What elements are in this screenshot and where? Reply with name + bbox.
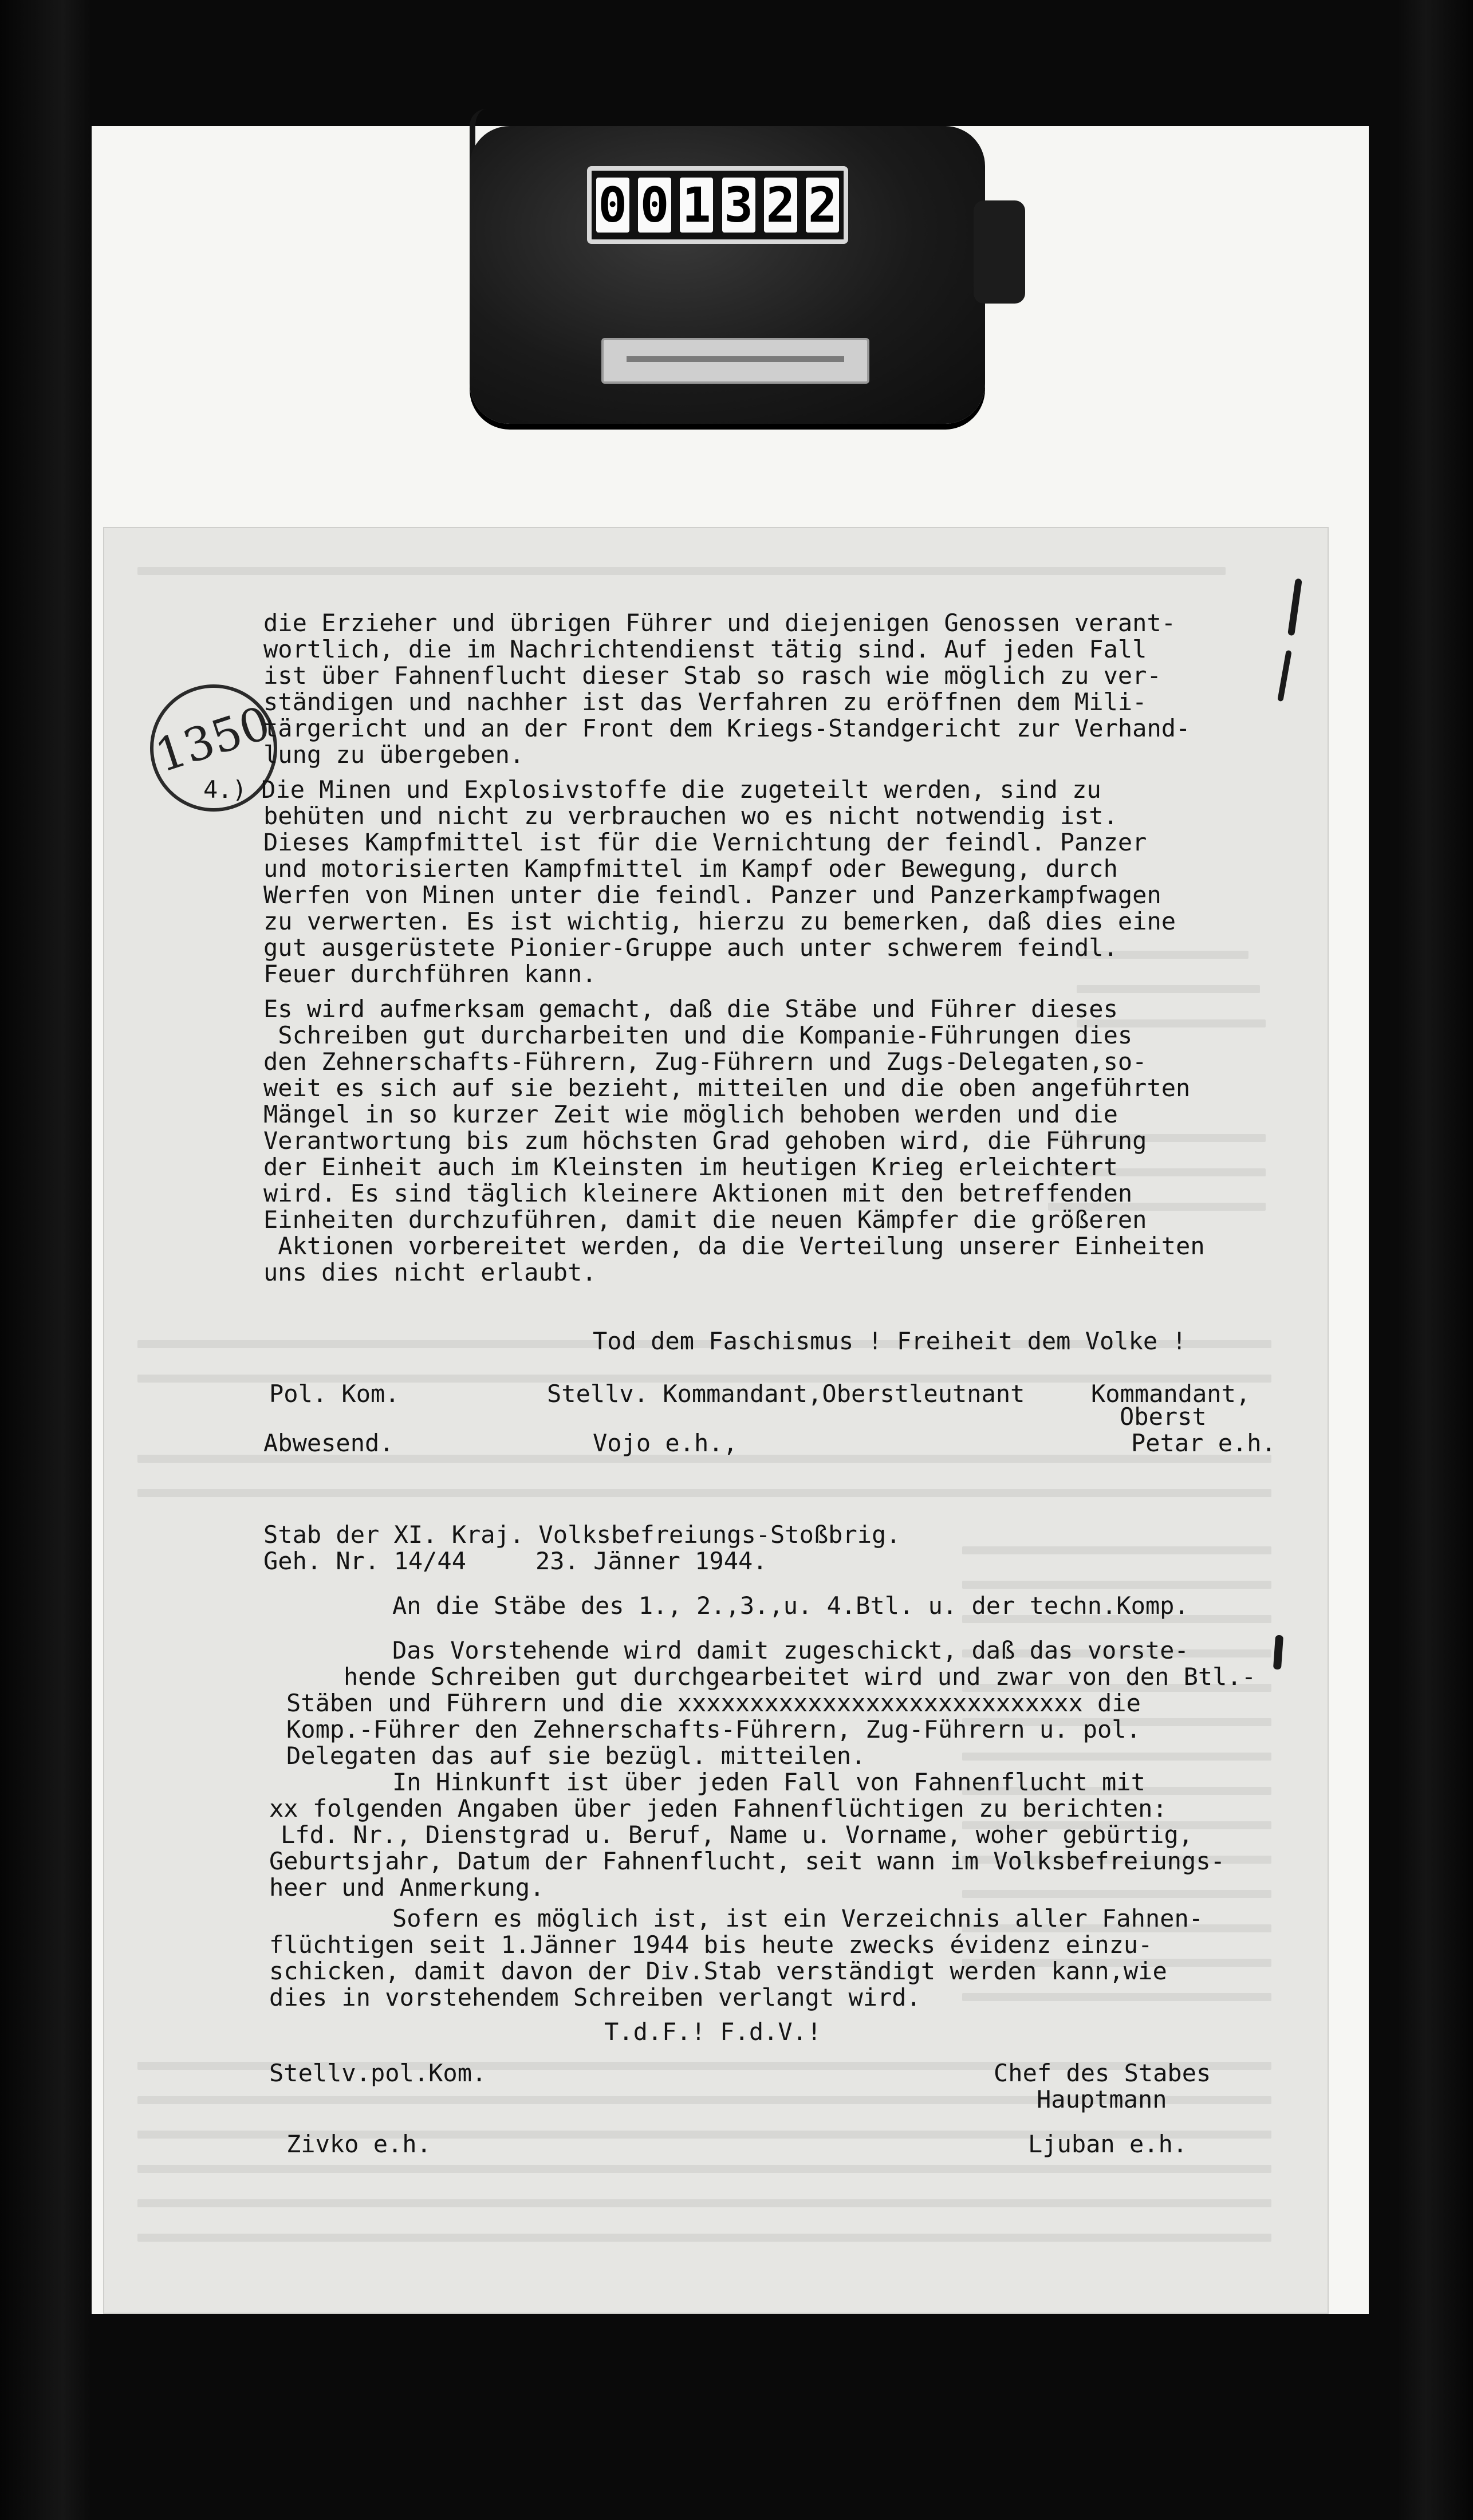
body-line: Das Vorstehende wird damit zugeschickt, daß das vorste- [392,1636,1189,1664]
reference-number: Geh. Nr. 14/44 [263,1547,467,1575]
body-line: ständigen und nachher ist das Verfahren zu eröffnen dem Mili- [263,688,1147,716]
signature-title-left: Pol. Kom. [269,1380,400,1408]
closing-slogan-short: T.d.F.! F.d.V.! [604,2018,822,2046]
body-line: Geburtsjahr, Datum der Fahnenflucht, seit wann im Volksbefreiungs- [269,1847,1225,1875]
signature-title-middle: Stellv. Kommandant,Oberstleutnant [547,1380,1025,1408]
counter-digit: 3 [722,178,755,233]
signature-name-right: Ljuban e.h. [1028,2130,1188,2158]
counter-digit: 1 [680,178,713,233]
body-line: Delegaten das auf sie bezügl. mitteilen. [286,1742,866,1770]
body-line: Verantwortung bis zum höchsten Grad gehoben wird, die Führung [263,1127,1147,1155]
body-line: Mängel in so kurzer Zeit wie möglich behoben werden und die [263,1100,1118,1128]
body-line: flüchtigen seit 1.Jänner 1944 bis heute zwecks évidenz einzu- [269,1931,1153,1959]
body-line: xx folgenden Angaben über jeden Fahnenflüchtigen zu berichten: [269,1794,1167,1822]
body-line: schicken, damit davon der Div.Stab verständigt werden kann,wie [269,1957,1167,1985]
signature-name-left: Abwesend. [263,1429,394,1457]
signature-title-left: Stellv.pol.Kom. [269,2059,487,2087]
body-line: Einheiten durchzuführen, damit die neuen Kämpfer die größeren [263,1206,1147,1234]
closing-slogan: Tod dem Faschismus ! Freiheit dem Volke ! [593,1327,1187,1355]
body-line: Dieses Kampfmittel ist für die Vernichtung der feindl. Panzer [263,828,1147,856]
body-line: Feuer durchführen kann. [263,960,597,988]
handwritten-folio-number: 1350 [149,696,277,783]
body-line: Lfd. Nr., Dienstgrad u. Beruf, Name u. Vorname, woher gebürtig, [281,1821,1194,1849]
body-line: Es wird aufmerksam gemacht, daß die Stäbe und Führer dieses [263,995,1118,1023]
signature-title-right: Chef des Stabes [994,2059,1211,2087]
counter-digit: 0 [638,178,671,233]
signature-name-left: Zivko e.h. [286,2130,431,2158]
body-line: Stäben und Führern und die xxxxxxxxxxxxxxxxxxxxxxxxxxxx die [286,1689,1141,1717]
counter-digit: 0 [596,178,629,233]
body-line: gut ausgerüstete Pionier-Gruppe auch unter schwerem feindl. [263,934,1118,962]
numbered-item-line: 4.) Die Minen und Explosivstoffe die zugeteilt werden, sind zu [203,775,1101,804]
body-line: die Erzieher und übrigen Führer und diejenigen Genossen verant- [263,609,1176,637]
counter-digit: 2 [764,178,797,233]
body-line: behüten und nicht zu verbrauchen wo es nicht notwendig ist. [263,802,1118,830]
body-line: Schreiben gut durcharbeiten und die Kompanie-Führungen dies [263,1021,1133,1049]
body-line: uns dies nicht erlaubt. [263,1258,597,1286]
body-line: dies in vorstehendem Schreiben verlangt wird. [269,1983,921,2011]
document-date: 23. Jänner 1944. [535,1547,767,1575]
body-line: zu verwerten. Es ist wichtig, hierzu zu bemerken, daß dies eine [263,907,1176,935]
addressee-line: An die Stäbe des 1., 2.,3.,u. 4.Btl. u. der techn.Komp. [392,1592,1189,1620]
body-line: Aktionen vorbereitet werden, da die Verteilung unserer Einheiten [263,1232,1205,1260]
body-line: tärgericht und an der Front dem Kriegs-Standgericht zur Verhand- [263,714,1191,742]
signature-rank-right: Hauptmann [1037,2085,1167,2113]
body-line: den Zehnerschafts-Führern, Zug-Führern und Zugs-Delegaten,so- [263,1048,1147,1076]
body-line: wortlich, die im Nachrichtendienst tätig sind. Auf jeden Fall [263,635,1147,663]
body-line: Sofern es möglich ist, ist ein Verzeichnis aller Fahnen- [392,1904,1204,1932]
body-line: lung zu übergeben. [263,741,525,769]
body-line: ist über Fahnenflucht dieser Stab so rasch wie möglich zu ver- [263,662,1161,690]
body-line: In Hinkunft ist über jeden Fall von Fahnenflucht mit [392,1768,1145,1796]
signature-name-middle: Vojo e.h., [593,1429,738,1457]
body-line: Komp.-Führer den Zehnerschafts-Führern, Zug-Führern u. pol. [286,1715,1141,1743]
signature-name-right: Petar e.h. [1131,1429,1276,1457]
signature-rank-right: Oberst [1120,1403,1207,1431]
body-line: Werfen von Minen unter die feindl. Panzer und Panzerkampfwagen [263,881,1161,909]
body-line: hende Schreiben gut durchgearbeitet wird und zwar von den Btl.- [344,1663,1257,1691]
body-line: der Einheit auch im Kleinsten im heutigen Krieg erleichtert [263,1153,1118,1181]
body-line: wird. Es sind täglich kleinere Aktionen mit den betreffenden [263,1179,1133,1207]
signature-title-right: Kommandant, [1091,1380,1251,1408]
body-line: heer und Anmerkung. [269,1873,545,1901]
issuing-unit: Stab der XI. Kraj. Volksbefreiungs-Stoßbrig. [263,1521,901,1549]
counter-digit: 2 [806,178,839,233]
body-line: und motorisierten Kampfmittel im Kampf oder Bewegung, durch [263,855,1118,883]
body-line: weit es sich auf sie bezieht, mitteilen und die oben angeführten [263,1074,1191,1102]
